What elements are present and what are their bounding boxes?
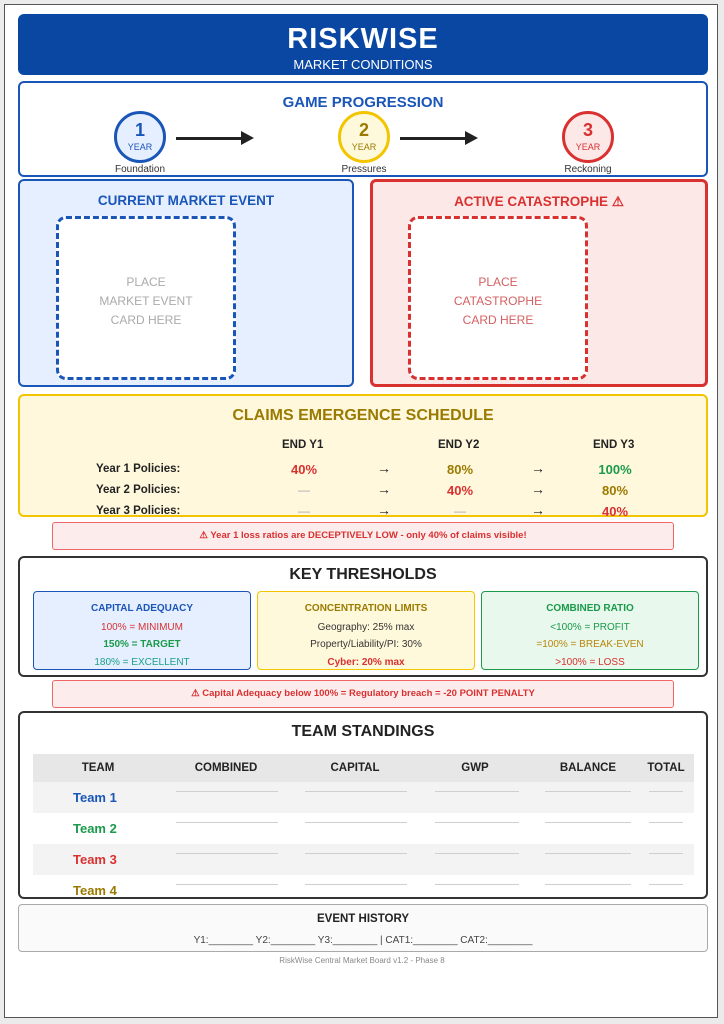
row-label: Year 1 Policies:: [96, 463, 181, 475]
year-3-circle: [562, 111, 614, 163]
slot-text: PLACE: [126, 275, 166, 289]
row-label: Year 2 Policies:: [96, 484, 181, 496]
slot-text: PLACE: [478, 275, 518, 289]
combined-entry-line[interactable]: [176, 791, 278, 792]
gwp-entry-line[interactable]: [435, 853, 519, 854]
header-banner: [18, 14, 708, 75]
total-entry-line[interactable]: [649, 822, 683, 823]
year-2-name: Pressures: [341, 164, 387, 175]
claim-pct: 100%: [598, 462, 632, 477]
year-2-circle: [338, 111, 390, 163]
gwp-entry-line[interactable]: [435, 884, 519, 885]
capital-entry-line[interactable]: [305, 884, 407, 885]
arrow-right-icon: →: [531, 481, 545, 497]
year-3-label: YEAR: [575, 142, 601, 152]
catastrophe-card-slot[interactable]: [408, 216, 588, 380]
progression-title: GAME PROGRESSION: [282, 94, 444, 111]
combined-entry-line[interactable]: [176, 853, 278, 854]
balance-entry-line[interactable]: [545, 884, 631, 885]
col-gwp: GWP: [461, 762, 489, 774]
market-event-card-slot[interactable]: [56, 216, 236, 380]
claims-warning-banner: ⚠ Year 1 loss ratios are DECEPTIVELY LOW - only 40% of claims visible!: [52, 522, 674, 550]
row-label: Year 3 Policies:: [96, 505, 181, 517]
claim-empty: —: [454, 504, 466, 518]
year-3-name: Reckoning: [564, 164, 612, 175]
team-standings-panel: [18, 711, 708, 899]
claim-pct: 40%: [601, 504, 629, 519]
year-2-label: YEAR: [351, 142, 377, 152]
capital-warning-banner: ⚠ Capital Adequacy below 100% = Regulatory breach = -20 POINT PENALTY: [52, 680, 674, 708]
gwp-entry-line[interactable]: [435, 822, 519, 823]
team-name: Team 3: [73, 852, 117, 867]
claim-pct: 80%: [601, 483, 629, 498]
capital-adequacy-box: [33, 591, 251, 670]
claim-pct: 40%: [446, 483, 474, 498]
year-1-label: YEAR: [127, 142, 153, 152]
concentration-geo: Geography: 25% max: [317, 621, 415, 633]
capital-target: 150% = TARGET: [103, 639, 181, 650]
capital-min: 100% = MINIMUM: [101, 621, 183, 633]
claim-empty: —: [298, 483, 310, 497]
table-row: [33, 782, 694, 813]
combined-entry-line[interactable]: [176, 822, 278, 823]
thresholds-title: KEY THRESHOLDS: [289, 566, 437, 583]
capital-entry-line[interactable]: [305, 822, 407, 823]
standings-header-row: [33, 754, 694, 782]
concentration-title: CONCENTRATION LIMITS: [304, 603, 428, 614]
standings-title: TEAM STANDINGS: [291, 723, 435, 740]
col-team: TEAM: [81, 762, 115, 774]
balance-entry-line[interactable]: [545, 791, 631, 792]
history-fields[interactable]: Y1:________ Y2:________ Y3:________ | CAT1:________ CAT2:________: [193, 935, 533, 946]
total-entry-line[interactable]: [649, 853, 683, 854]
col-capital: CAPITAL: [330, 762, 380, 774]
combined-title: COMBINED RATIO: [546, 603, 634, 614]
app-subtitle: MARKET CONDITIONS: [293, 57, 433, 72]
claim-pct: 40%: [290, 462, 318, 477]
col-combined: COMBINED: [194, 762, 258, 774]
concentration-lines: Property/Liability/PI: 30%: [310, 639, 422, 650]
claim-empty: —: [298, 504, 310, 518]
year-1-circle: [114, 111, 166, 163]
col-total: TOTAL: [647, 762, 685, 774]
col-end-y3: END Y3: [593, 439, 635, 451]
combined-ratio-box: [481, 591, 699, 670]
arrow-right-icon: [176, 137, 242, 140]
claims-schedule-panel: [18, 394, 708, 517]
balance-entry-line[interactable]: [545, 822, 631, 823]
arrow-right-icon: →: [377, 502, 391, 518]
event-history-panel: [18, 904, 708, 952]
arrow-right-icon: →: [531, 502, 545, 518]
game-progression-panel: [18, 81, 708, 177]
capital-excellent: 180% = EXCELLENT: [94, 656, 190, 668]
arrow-right-icon: →: [531, 460, 545, 476]
col-end-y2: END Y2: [438, 439, 480, 451]
capital-entry-line[interactable]: [305, 853, 407, 854]
claims-title: CLAIMS EMERGENCE SCHEDULE: [232, 407, 494, 424]
app-title: RISKWISE: [287, 23, 439, 55]
col-end-y1: END Y1: [282, 439, 324, 451]
catastrophe-panel: [370, 179, 708, 387]
key-thresholds-panel: [18, 556, 708, 677]
team-name: Team 1: [73, 790, 117, 805]
combined-breakeven: =100% = BREAK-EVEN: [536, 639, 644, 650]
combined-loss: >100% = LOSS: [555, 656, 625, 668]
capital-title: CAPITAL ADEQUACY: [90, 603, 194, 614]
table-row: [33, 844, 694, 875]
capital-entry-line[interactable]: [305, 791, 407, 792]
team-name: Team 4: [73, 883, 117, 898]
arrow-right-icon: →: [377, 481, 391, 497]
slot-text: CATASTROPHE: [453, 294, 543, 308]
gwp-entry-line[interactable]: [435, 791, 519, 792]
year-2-number: 2: [358, 120, 369, 140]
table-row: [33, 813, 694, 844]
combined-profit: <100% = PROFIT: [550, 621, 630, 633]
concentration-cyber: Cyber: 20% max: [327, 656, 405, 668]
slot-text: CARD HERE: [462, 313, 534, 327]
catastrophe-title: ACTIVE CATASTROPHE ⚠: [454, 194, 624, 209]
col-balance: BALANCE: [559, 762, 617, 774]
slot-text: CARD HERE: [110, 313, 182, 327]
market-event-title: CURRENT MARKET EVENT: [97, 193, 275, 208]
footer-version: RiskWise Central Market Board v1.2 - Phase 8: [279, 956, 445, 965]
year-1-number: 1: [134, 120, 145, 140]
market-board: [4, 4, 718, 1018]
arrow-right-icon: [400, 137, 466, 140]
market-event-panel: [18, 179, 354, 387]
history-title: EVENT HISTORY: [316, 913, 410, 925]
arrow-right-icon: →: [377, 460, 391, 476]
total-entry-line[interactable]: [649, 791, 683, 792]
combined-entry-line[interactable]: [176, 884, 278, 885]
team-name: Team 2: [73, 821, 117, 836]
claim-pct: 80%: [446, 462, 474, 477]
concentration-limits-box: [257, 591, 475, 670]
balance-entry-line[interactable]: [545, 853, 631, 854]
table-row: [33, 875, 694, 897]
slot-text: MARKET EVENT: [99, 294, 193, 308]
total-entry-line[interactable]: [649, 884, 683, 885]
year-1-name: Foundation: [114, 164, 166, 175]
year-3-number: 3: [582, 120, 593, 140]
